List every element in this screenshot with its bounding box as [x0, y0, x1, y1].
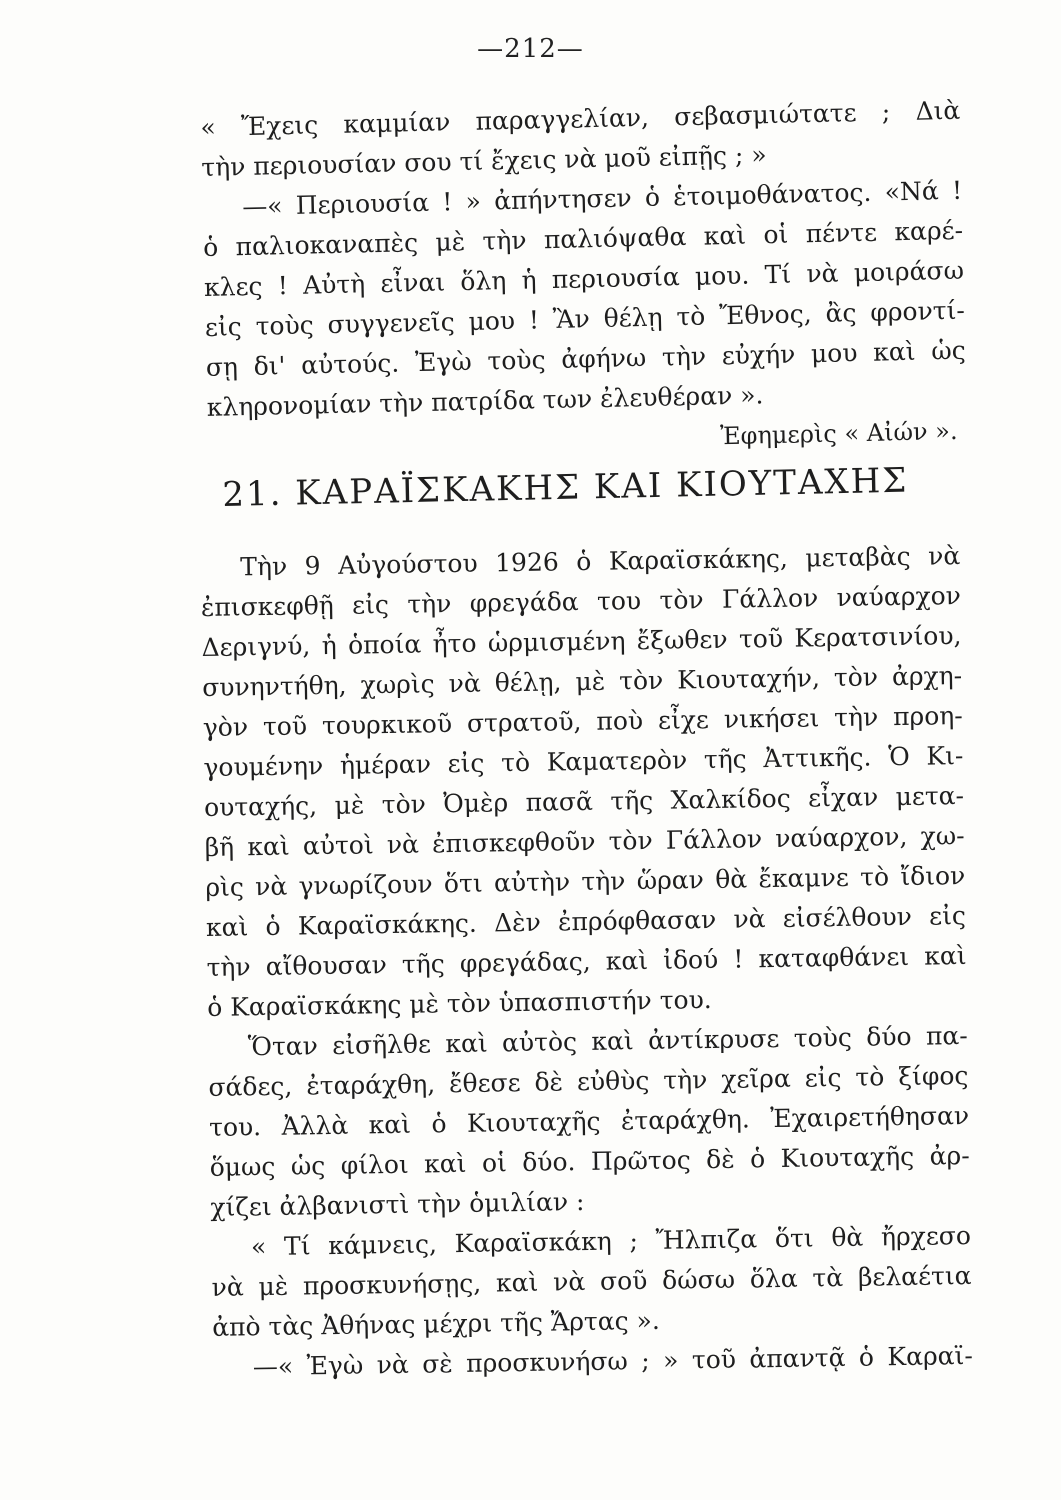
text-line: σῃ δι' αὐτούς. Ἐγὼ τοὺς ἀφήνω τὴν εὐχήν μου καὶ ὡς	[205, 335, 967, 382]
text-line: ὁ παλιοκαναπὲς μὲ τὴν παλιόψαθα καὶ οἱ πέντε καρέ-	[202, 215, 964, 262]
text-line: κλες ! Αὐτὴ εἶναι ὅλη ἡ περιουσία μου. Τί νὰ μοιράσω	[203, 255, 965, 302]
text-line: βῆ καὶ αὐτοὶ νὰ ἐπισκεφθοῦν τὸν Γάλλον ναύαρχον, χω-	[204, 821, 965, 862]
source-citation: Ἐφημερὶς « Αἰών ».	[719, 416, 958, 451]
text-line: « Ἔχεις καμμίαν παραγγελίαν, σεβασμιώτατε ; Διὰ	[200, 95, 961, 142]
text-line: καὶ ὁ Καραϊσκάκης. Δὲν ἐπρόφθασαν νὰ εἰσέλθουν εἰς	[205, 901, 967, 942]
text-line: Δεριγνύ, ἡ ὁποία ἦτο ὡρμισμένη ἔξωθεν τοῦ Κερατσινίου,	[201, 621, 962, 662]
text-line: γουμένην ἡμέραν εἰς τὸ Καματερὸν τῆς Ἀττικῆς. Ὁ Κι-	[203, 741, 964, 782]
text-line: —« Περιουσία ! » ἀπήντησεν ὁ ἑτοιμοθάνατος. «Νά !	[241, 175, 963, 222]
text-line: ἐπισκεφθῇ εἰς τὴν φρεγάδα του τὸν Γάλλον ναύαρχον	[200, 581, 962, 622]
text-line: συνηντήθη, χωρὶς νὰ θέλῃ, μὲ τὸν Κιουταχήν, τὸν ἀρχη-	[201, 661, 963, 702]
text-line: Ὅταν εἰσῆλθε καὶ αὐτὸς καὶ ἀντίκρυσε τοὺς δύο πα-	[247, 1021, 968, 1062]
text-line: σάδες, ἐταράχθη, ἔθεσε δὲ εὐθὺς τὴν χεῖρα εἰς τὸ ξίφος	[208, 1060, 969, 1102]
section-heading: 21. ΚΑΡΑΪΣΚΑΚΗΣ ΚΑΙ ΚΙΟΥΤΑΧΗΣ	[222, 460, 909, 515]
text-line: του. Ἀλλὰ καὶ ὁ Κιουταχῆς ἐταράχθη. Ἐχαιρετήθησαν	[208, 1100, 970, 1142]
text-line: τὴν περιουσίαν σου τί ἔχεις νὰ μοῦ εἰπῇς ; »	[201, 140, 767, 182]
text-line: ἀπὸ τὰς Ἀθήνας μέχρι τῆς Ἄρτας ».	[212, 1305, 661, 1342]
text-line: ὅμως ὡς φίλοι καὶ οἱ δύο. Πρῶτος δὲ ὁ Κιουταχῆς ἀρ-	[209, 1140, 970, 1182]
text-line: « Τί κάμνεις, Καραϊσκάκη ; Ἤλπιζα ὅτι θὰ ἤρχεσο	[250, 1220, 972, 1262]
text-line: χίζει ἀλβανιστὶ τὴν ὁμιλίαν :	[210, 1187, 585, 1222]
text-line: κληρονομίαν τὴν πατρίδα των ἐλευθέραν ».	[206, 380, 764, 422]
text-line: ὁ Καραϊσκάκης μὲ τὸν ὑπασπιστήν του.	[206, 985, 712, 1022]
body-text	[200, 536, 973, 1388]
text-line: γὸν τοῦ τουρκικοῦ στρατοῦ, ποὺ εἶχε νικήσει τὴν προη-	[202, 701, 963, 742]
text-line: Τὴν 9 Αὐγούστου 1926 ὁ Καραϊσκάκης, μεταβὰς νὰ	[240, 541, 961, 582]
page-number: —212—	[477, 34, 584, 64]
text-line: —« Ἐγὼ νὰ σὲ προσκυνήσω ; » τοῦ ἀπαντᾷ ὁ Καραϊ-	[252, 1340, 974, 1382]
text-line: νὰ μὲ προσκυνήσῃς, καὶ νὰ σοῦ δώσω ὅλα τὰ βελαέτια	[211, 1260, 972, 1302]
text-line: τὴν αἴθουσαν τῆς φρεγάδας, καὶ ἰδού ! καταφθάνει καὶ	[206, 941, 967, 982]
text-line: ρὶς νὰ γνωρίζουν ὅτι αὐτὴν τὴν ὥραν θὰ ἔκαμνε τὸ ἴδιον	[205, 861, 966, 902]
text-line: εἰς τοὺς συγγενεῖς μου ! Ἂν θέλῃ τὸ Ἔθνος, ἂς φροντί-	[204, 295, 966, 342]
text-line: ουταχής, μὲ τὸν Ὀμὲρ πασᾶ τῆς Χαλκίδος εἶχαν μετα-	[203, 781, 965, 822]
quote-block	[200, 91, 968, 468]
